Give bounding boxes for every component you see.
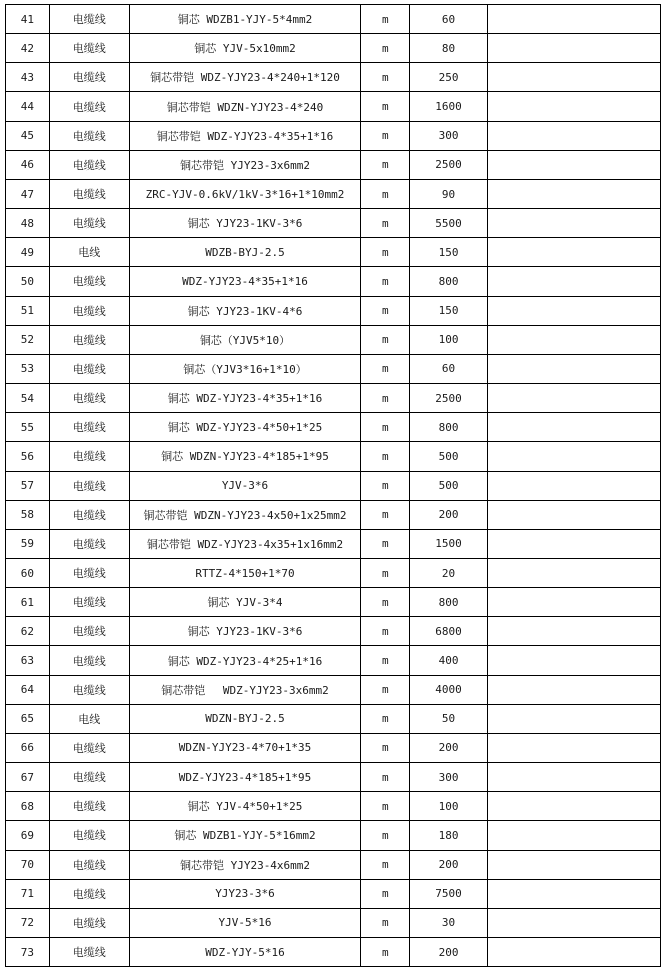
row-number-cell: 49: [6, 238, 50, 267]
table-row: [6, 296, 661, 325]
table-row: [6, 938, 661, 967]
specification-cell: 铜芯（YJV3*16+1*10）: [129, 354, 361, 383]
table-row: [6, 908, 661, 937]
item-name-cell: 电缆线: [49, 5, 129, 34]
unit-cell: m: [361, 763, 410, 792]
quantity-cell: 4000: [410, 675, 488, 704]
item-name-cell: 电缆线: [49, 121, 129, 150]
quantity-cell: 300: [410, 763, 488, 792]
item-name-cell: 电缆线: [49, 179, 129, 208]
specification-cell: WDZ-YJY23-4*35+1*16: [129, 267, 361, 296]
remarks-cell: [487, 938, 660, 967]
table-row: [6, 529, 661, 558]
quantity-cell: 800: [410, 413, 488, 442]
item-name-cell: 电缆线: [49, 442, 129, 471]
specification-cell: WDZ-YJY23-4*185+1*95: [129, 763, 361, 792]
unit-cell: m: [361, 413, 410, 442]
item-name-cell: 电缆线: [49, 821, 129, 850]
quantity-cell: 100: [410, 325, 488, 354]
item-name-cell: 电缆线: [49, 384, 129, 413]
remarks-cell: [487, 704, 660, 733]
unit-cell: m: [361, 267, 410, 296]
item-name-cell: 电缆线: [49, 354, 129, 383]
specification-cell: 铜芯带铠 WDZ-YJY23-4*35+1*16: [129, 121, 361, 150]
quantity-cell: 800: [410, 267, 488, 296]
unit-cell: m: [361, 442, 410, 471]
specification-cell: WDZ-YJY-5*16: [129, 938, 361, 967]
specification-cell: WDZB-BYJ-2.5: [129, 238, 361, 267]
row-number-cell: 46: [6, 150, 50, 179]
remarks-cell: [487, 5, 660, 34]
unit-cell: m: [361, 121, 410, 150]
table-row: [6, 121, 661, 150]
remarks-cell: [487, 325, 660, 354]
quantity-cell: 180: [410, 821, 488, 850]
remarks-cell: [487, 354, 660, 383]
row-number-cell: 65: [6, 704, 50, 733]
unit-cell: m: [361, 588, 410, 617]
row-number-cell: 60: [6, 558, 50, 587]
materials-table: [5, 4, 661, 967]
specification-cell: 铜芯 YJV-5x10mm2: [129, 34, 361, 63]
quantity-cell: 250: [410, 63, 488, 92]
quantity-cell: 200: [410, 733, 488, 762]
item-name-cell: 电缆线: [49, 267, 129, 296]
unit-cell: m: [361, 850, 410, 879]
table-row: [6, 558, 661, 587]
item-name-cell: 电缆线: [49, 792, 129, 821]
unit-cell: m: [361, 150, 410, 179]
quantity-cell: 1500: [410, 529, 488, 558]
row-number-cell: 54: [6, 384, 50, 413]
item-name-cell: 电缆线: [49, 850, 129, 879]
quantity-cell: 300: [410, 121, 488, 150]
materials-table-body: [6, 5, 661, 967]
quantity-cell: 1600: [410, 92, 488, 121]
unit-cell: m: [361, 384, 410, 413]
row-number-cell: 69: [6, 821, 50, 850]
specification-cell: ZRC-YJV-0.6kV/1kV-3*16+1*10mm2: [129, 179, 361, 208]
specification-cell: 铜芯 YJY23-1KV-4*6: [129, 296, 361, 325]
specification-cell: 铜芯 YJY23-1KV-3*6: [129, 209, 361, 238]
specification-cell: 铜芯带铠 WDZN-YJY23-4x50+1x25mm2: [129, 500, 361, 529]
item-name-cell: 电缆线: [49, 529, 129, 558]
remarks-cell: [487, 908, 660, 937]
unit-cell: m: [361, 821, 410, 850]
item-name-cell: 电缆线: [49, 413, 129, 442]
row-number-cell: 42: [6, 34, 50, 63]
quantity-cell: 80: [410, 34, 488, 63]
table-row: [6, 5, 661, 34]
item-name-cell: 电线: [49, 238, 129, 267]
unit-cell: m: [361, 704, 410, 733]
unit-cell: m: [361, 238, 410, 267]
quantity-cell: 800: [410, 588, 488, 617]
table-row: [6, 500, 661, 529]
remarks-cell: [487, 529, 660, 558]
item-name-cell: 电缆线: [49, 325, 129, 354]
table-row: [6, 763, 661, 792]
item-name-cell: 电缆线: [49, 879, 129, 908]
row-number-cell: 71: [6, 879, 50, 908]
row-number-cell: 68: [6, 792, 50, 821]
row-number-cell: 45: [6, 121, 50, 150]
remarks-cell: [487, 792, 660, 821]
unit-cell: m: [361, 471, 410, 500]
item-name-cell: 电缆线: [49, 588, 129, 617]
row-number-cell: 41: [6, 5, 50, 34]
row-number-cell: 56: [6, 442, 50, 471]
row-number-cell: 51: [6, 296, 50, 325]
table-row: [6, 238, 661, 267]
table-row: [6, 92, 661, 121]
item-name-cell: 电缆线: [49, 296, 129, 325]
table-row: [6, 209, 661, 238]
unit-cell: m: [361, 63, 410, 92]
row-number-cell: 64: [6, 675, 50, 704]
row-number-cell: 57: [6, 471, 50, 500]
table-row: [6, 850, 661, 879]
specification-cell: 铜芯 WDZ-YJY23-4*35+1*16: [129, 384, 361, 413]
table-row: [6, 617, 661, 646]
table-row: [6, 34, 661, 63]
remarks-cell: [487, 296, 660, 325]
unit-cell: m: [361, 296, 410, 325]
item-name-cell: 电缆线: [49, 500, 129, 529]
item-name-cell: 电缆线: [49, 908, 129, 937]
row-number-cell: 70: [6, 850, 50, 879]
item-name-cell: 电缆线: [49, 675, 129, 704]
unit-cell: m: [361, 675, 410, 704]
quantity-cell: 5500: [410, 209, 488, 238]
quantity-cell: 60: [410, 5, 488, 34]
table-row: [6, 354, 661, 383]
specification-cell: 铜芯带铠 YJY23-3x6mm2: [129, 150, 361, 179]
table-row: [6, 792, 661, 821]
row-number-cell: 67: [6, 763, 50, 792]
specification-cell: 铜芯 WDZB1-YJY-5*4mm2: [129, 5, 361, 34]
unit-cell: m: [361, 617, 410, 646]
remarks-cell: [487, 209, 660, 238]
table-row: [6, 733, 661, 762]
remarks-cell: [487, 588, 660, 617]
row-number-cell: 73: [6, 938, 50, 967]
table-row: [6, 588, 661, 617]
quantity-cell: 6800: [410, 617, 488, 646]
unit-cell: m: [361, 5, 410, 34]
unit-cell: m: [361, 792, 410, 821]
remarks-cell: [487, 442, 660, 471]
unit-cell: m: [361, 92, 410, 121]
specification-cell: 铜芯带铠 WDZN-YJY23-4*240: [129, 92, 361, 121]
table-row: [6, 821, 661, 850]
specification-cell: 铜芯 WDZN-YJY23-4*185+1*95: [129, 442, 361, 471]
specification-cell: 铜芯带铠 WDZ-YJY23-4*240+1*120: [129, 63, 361, 92]
quantity-cell: 150: [410, 296, 488, 325]
quantity-cell: 200: [410, 500, 488, 529]
table-row: [6, 384, 661, 413]
remarks-cell: [487, 150, 660, 179]
remarks-cell: [487, 179, 660, 208]
unit-cell: m: [361, 938, 410, 967]
specification-cell: YJV-3*6: [129, 471, 361, 500]
item-name-cell: 电缆线: [49, 763, 129, 792]
quantity-cell: 60: [410, 354, 488, 383]
specification-cell: YJY23-3*6: [129, 879, 361, 908]
item-name-cell: 电线: [49, 704, 129, 733]
remarks-cell: [487, 63, 660, 92]
table-row: [6, 471, 661, 500]
item-name-cell: 电缆线: [49, 471, 129, 500]
unit-cell: m: [361, 34, 410, 63]
remarks-cell: [487, 763, 660, 792]
quantity-cell: 150: [410, 238, 488, 267]
row-number-cell: 58: [6, 500, 50, 529]
remarks-cell: [487, 617, 660, 646]
quantity-cell: 200: [410, 850, 488, 879]
remarks-cell: [487, 267, 660, 296]
remarks-cell: [487, 121, 660, 150]
table-row: [6, 879, 661, 908]
table-row: [6, 179, 661, 208]
item-name-cell: 电缆线: [49, 617, 129, 646]
specification-cell: 铜芯 YJV-3*4: [129, 588, 361, 617]
item-name-cell: 电缆线: [49, 34, 129, 63]
unit-cell: m: [361, 908, 410, 937]
table-row: [6, 675, 661, 704]
unit-cell: m: [361, 325, 410, 354]
quantity-cell: 2500: [410, 384, 488, 413]
remarks-cell: [487, 733, 660, 762]
quantity-cell: 500: [410, 471, 488, 500]
item-name-cell: 电缆线: [49, 646, 129, 675]
row-number-cell: 66: [6, 733, 50, 762]
remarks-cell: [487, 92, 660, 121]
unit-cell: m: [361, 179, 410, 208]
specification-cell: WDZN-YJY23-4*70+1*35: [129, 733, 361, 762]
specification-cell: 铜芯（YJV5*10）: [129, 325, 361, 354]
specification-cell: 铜芯 WDZ-YJY23-4*25+1*16: [129, 646, 361, 675]
row-number-cell: 44: [6, 92, 50, 121]
item-name-cell: 电缆线: [49, 733, 129, 762]
specification-cell: WDZN-BYJ-2.5: [129, 704, 361, 733]
row-number-cell: 61: [6, 588, 50, 617]
remarks-cell: [487, 675, 660, 704]
quantity-cell: 200: [410, 938, 488, 967]
remarks-cell: [487, 238, 660, 267]
row-number-cell: 55: [6, 413, 50, 442]
row-number-cell: 59: [6, 529, 50, 558]
specification-cell: 铜芯 YJY23-1KV-3*6: [129, 617, 361, 646]
specification-cell: 铜芯 WDZB1-YJY-5*16mm2: [129, 821, 361, 850]
quantity-cell: 500: [410, 442, 488, 471]
quantity-cell: 20: [410, 558, 488, 587]
unit-cell: m: [361, 209, 410, 238]
remarks-cell: [487, 413, 660, 442]
row-number-cell: 62: [6, 617, 50, 646]
table-row: [6, 413, 661, 442]
quantity-cell: 90: [410, 179, 488, 208]
row-number-cell: 48: [6, 209, 50, 238]
item-name-cell: 电缆线: [49, 63, 129, 92]
quantity-cell: 50: [410, 704, 488, 733]
remarks-cell: [487, 500, 660, 529]
quantity-cell: 7500: [410, 879, 488, 908]
unit-cell: m: [361, 354, 410, 383]
table-row: [6, 325, 661, 354]
specification-cell: RTTZ-4*150+1*70: [129, 558, 361, 587]
remarks-cell: [487, 646, 660, 675]
quantity-cell: 30: [410, 908, 488, 937]
table-row: [6, 63, 661, 92]
quantity-cell: 100: [410, 792, 488, 821]
unit-cell: m: [361, 879, 410, 908]
remarks-cell: [487, 850, 660, 879]
item-name-cell: 电缆线: [49, 209, 129, 238]
specification-cell: 铜芯 WDZ-YJY23-4*50+1*25: [129, 413, 361, 442]
remarks-cell: [487, 821, 660, 850]
row-number-cell: 52: [6, 325, 50, 354]
item-name-cell: 电缆线: [49, 558, 129, 587]
specification-cell: 铜芯带铠 WDZ-YJY23-4x35+1x16mm2: [129, 529, 361, 558]
unit-cell: m: [361, 558, 410, 587]
quantity-cell: 400: [410, 646, 488, 675]
row-number-cell: 50: [6, 267, 50, 296]
row-number-cell: 47: [6, 179, 50, 208]
table-row: [6, 646, 661, 675]
row-number-cell: 53: [6, 354, 50, 383]
unit-cell: m: [361, 500, 410, 529]
remarks-cell: [487, 471, 660, 500]
specification-cell: 铜芯带铠 WDZ-YJY23-3x6mm2: [129, 675, 361, 704]
row-number-cell: 63: [6, 646, 50, 675]
item-name-cell: 电缆线: [49, 938, 129, 967]
row-number-cell: 72: [6, 908, 50, 937]
row-number-cell: 43: [6, 63, 50, 92]
specification-cell: 铜芯 YJV-4*50+1*25: [129, 792, 361, 821]
remarks-cell: [487, 879, 660, 908]
item-name-cell: 电缆线: [49, 150, 129, 179]
remarks-cell: [487, 558, 660, 587]
remarks-cell: [487, 384, 660, 413]
quantity-cell: 2500: [410, 150, 488, 179]
table-row: [6, 150, 661, 179]
unit-cell: m: [361, 646, 410, 675]
table-row: [6, 704, 661, 733]
specification-cell: YJV-5*16: [129, 908, 361, 937]
unit-cell: m: [361, 529, 410, 558]
table-row: [6, 442, 661, 471]
remarks-cell: [487, 34, 660, 63]
specification-cell: 铜芯带铠 YJY23-4x6mm2: [129, 850, 361, 879]
table-row: [6, 267, 661, 296]
item-name-cell: 电缆线: [49, 92, 129, 121]
unit-cell: m: [361, 733, 410, 762]
